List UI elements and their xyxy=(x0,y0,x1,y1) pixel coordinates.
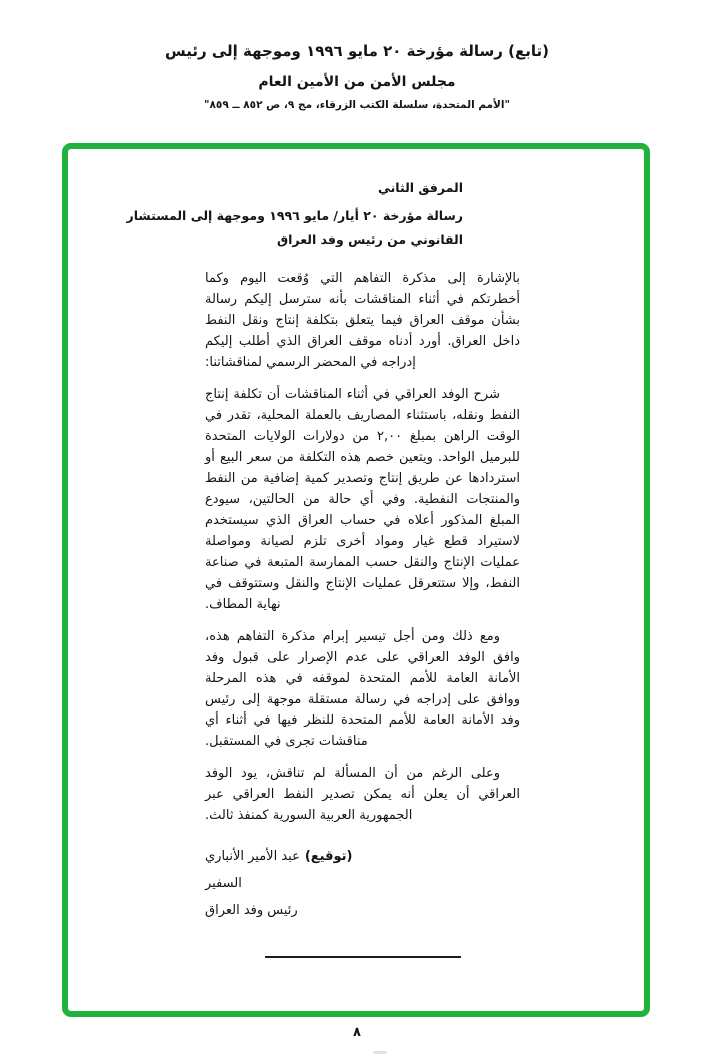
signed-label: (توقيع) xyxy=(304,849,353,864)
letter-paragraph: شرح الوفد العراقي في أثناء المناقشات أن تكلفة إنتاج النفط ونقله، باستثناء المصاريف بالعملة المحلية، تقدر في الوقت الراهن بمبلغ ٢,٠٠ من دولارات الولايات المتحدة للبرميل الواحد. ويتعين خصم هذه التكلفة من سعر البيع أو استردادها عن طريق إنتاج وتصدير كمية إضافية من النفط والمنتجات النفطية. وفي أي حالة من الحالتين، سيودع المبلغ المذكور أعلاه في حساب العراق الذي سيستخدم لاستيراد قطع غيار ومواد أخرى تلزم لصيانة ومواصلة عمليات الإنتاج والنقل حسب الممارسة المتبعة في صناعة النفط، وإلا ستتعرقل عمليات الإنتاج والنقل وستتوقف في نهاية المطاف. xyxy=(205,387,520,612)
page-number: ٨ xyxy=(353,1025,361,1040)
annex-letter-body xyxy=(126,176,520,958)
letter-paragraph: بالإشارة إلى مذكرة التفاهم التي وُقعت اليوم وكما أخطرتكم في أثناء المناقشات بأنه سترسل إليكم رسالة بشأن موقف العراق فيما يتعلق بتكلفة إنتاج ونقل النفط داخل العراق. أورد أدناه موقف العراق الذي أطلب إليكم إدراجه في المحضر الرسمي لمناقشاتنا: xyxy=(205,271,520,370)
header-title-line-1: (تابع) رسالة مؤرخة ٢٠ مايو ١٩٩٦ وموجهة إلى رئيس xyxy=(165,42,549,60)
document-header xyxy=(0,42,714,111)
header-source-citation: "الأمم المتحدة، سلسلة الكتب الزرقاء، مج ٩، ص ٨٥٢ ــ ٨٥٩" xyxy=(204,99,510,111)
header-title-line-2: مجلس الأمن من الأمين العام xyxy=(258,74,456,90)
annex-heading xyxy=(126,176,463,252)
signature-block xyxy=(205,843,520,924)
scan-artifact xyxy=(373,1051,387,1054)
letter-paragraph: وعلى الرغم من أن المسألة لم تناقش، يود الوفد العراقي أن يعلن أنه يمكن تصدير النفط العراقي عبر الجمهورية العربية السورية كمنفذ ثالث. xyxy=(205,766,520,823)
signatory-role-2: رئيس وفد العراق xyxy=(205,903,298,918)
green-document-frame xyxy=(62,143,650,1017)
annex-subtitle-line-2: القانوني من رئيس وفد العراق xyxy=(276,232,463,247)
signature-name-line xyxy=(205,843,520,870)
annex-subtitle-line-1: رسالة مؤرخة ٢٠ أيار/ مايو ١٩٩٦ وموجهة إلى المستشار xyxy=(126,208,463,223)
footnote-separator-rule xyxy=(265,956,461,958)
annex-title: المرفق الثاني xyxy=(377,180,463,195)
signatory-role-1: السفير xyxy=(205,876,242,891)
signatory-name: عبد الأمير الأنباري xyxy=(205,849,300,864)
letter-paragraph: ومع ذلك ومن أجل تيسير إبرام مذكرة التفاهم هذه، وافق الوفد العراقي على عدم الإصرار على قبول وفد الأمانة العامة للأمم المتحدة لموقفه في هذه المرحلة ووافق على إدراجه في رسالة مستقلة موجهة إلى رئيس وفد الأمانة العامة للأمم المتحدة للنظر فيها في أثناء أي مناقشات تجرى في المستقبل. xyxy=(205,629,520,749)
